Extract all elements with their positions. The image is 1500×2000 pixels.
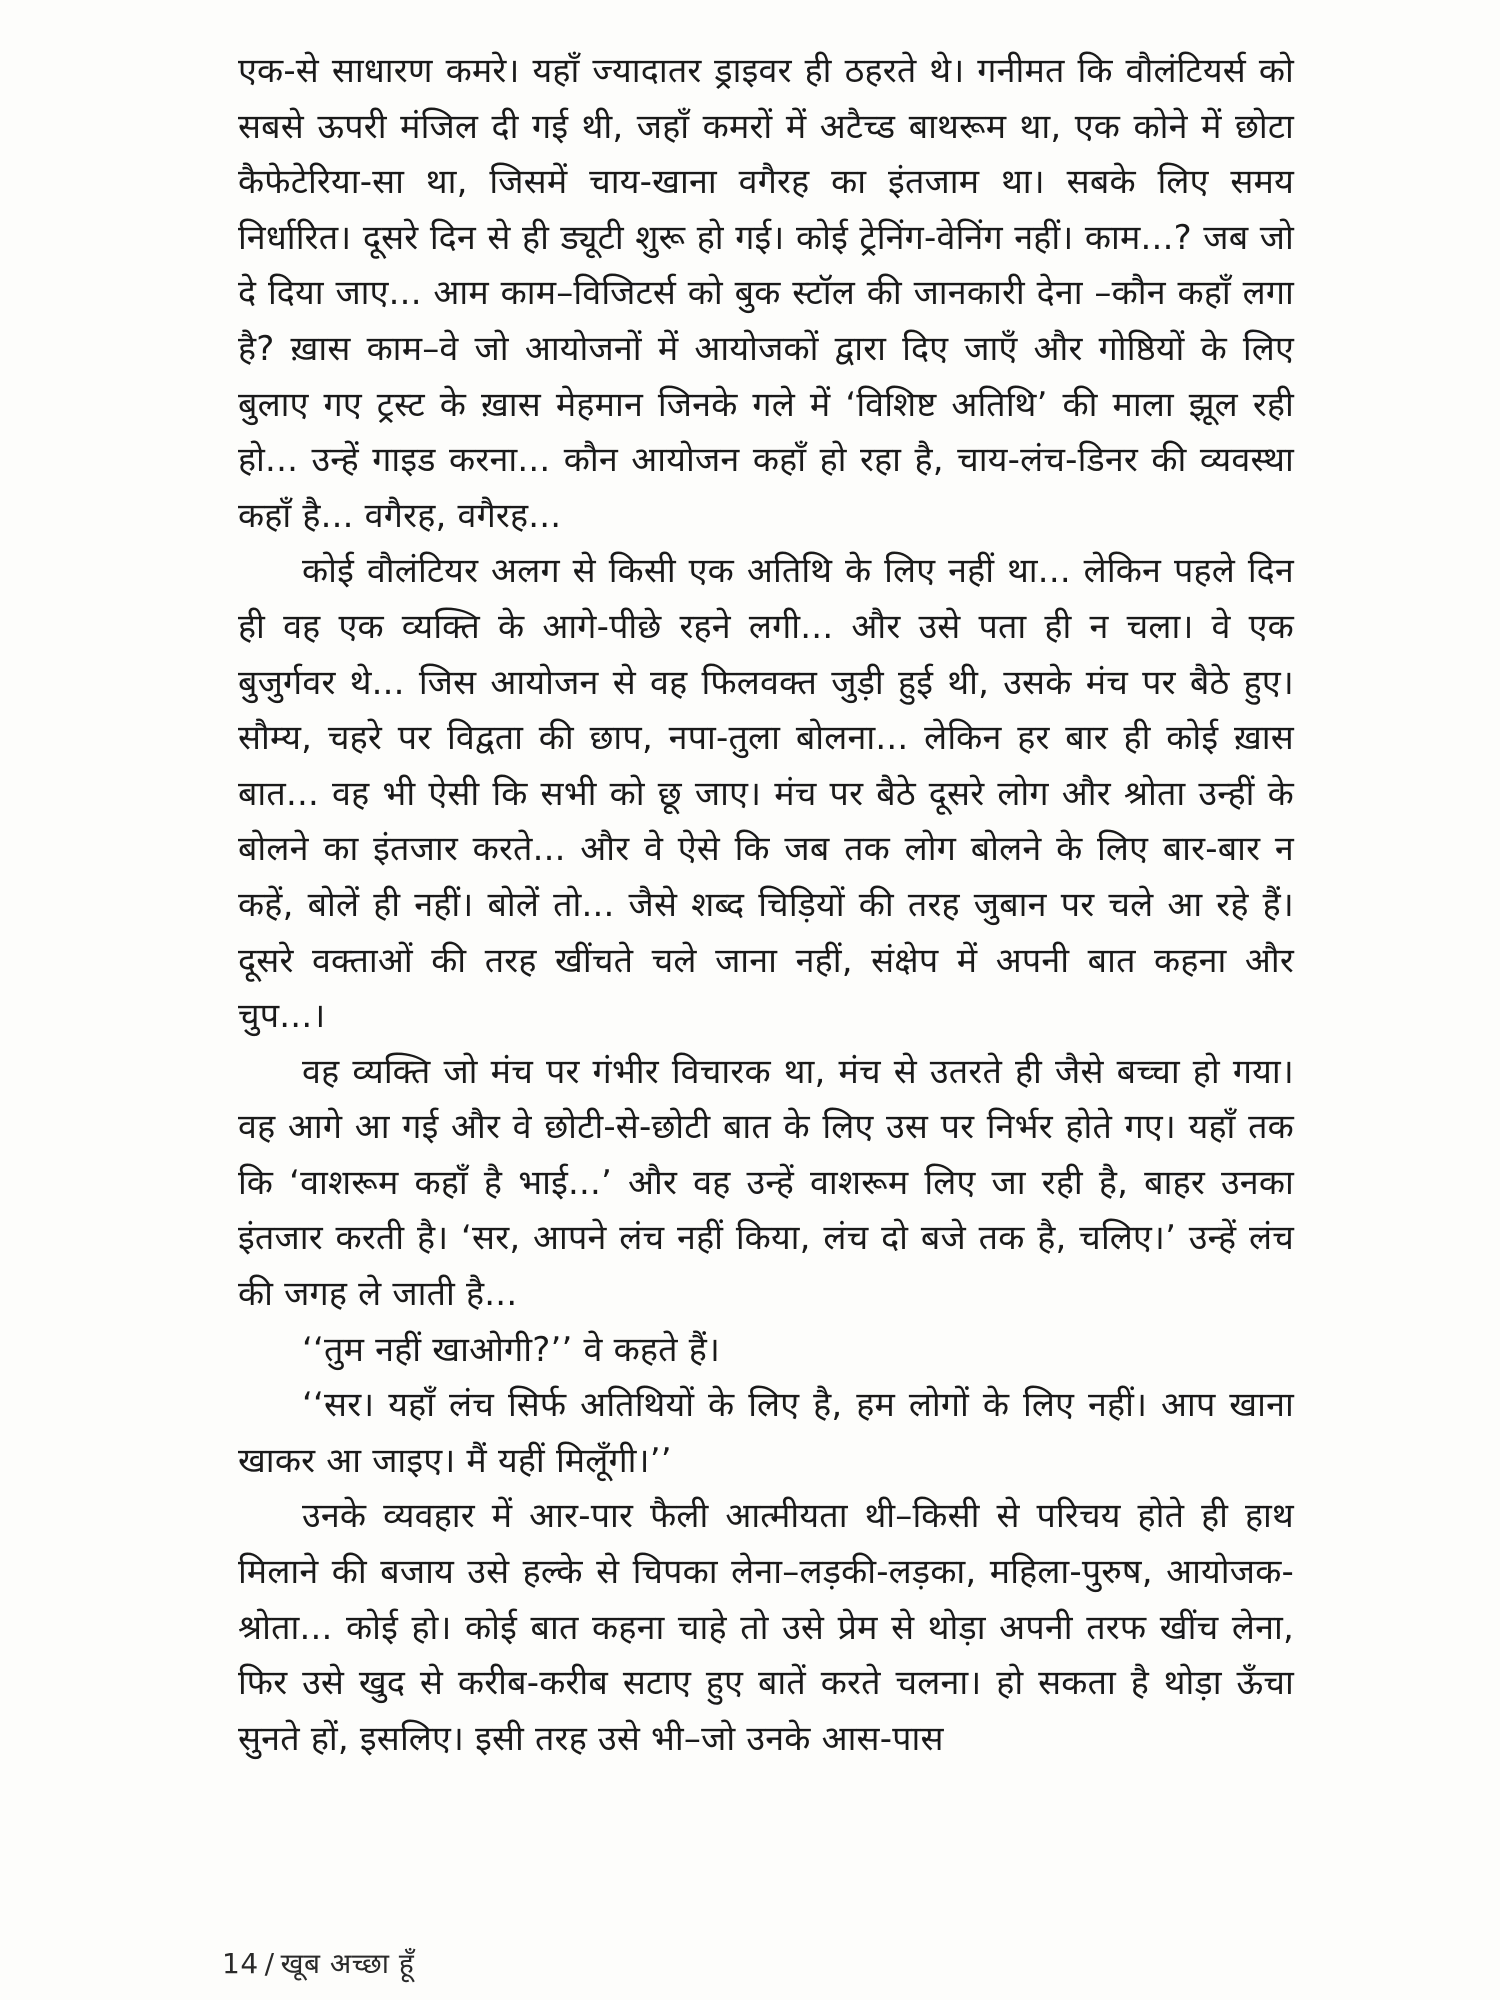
book-title: खूब अच्छा हूँ [280,1947,415,1980]
body-text [238,44,1294,1767]
paragraph-4-dialogue: ‘‘तुम नहीं खाओगी?’’ वे कहते हैं। [302,1329,721,1370]
page-number: 14 [222,1947,259,1980]
paragraph-3: वह व्यक्ति जो मंच पर गंभीर विचारक था, मंच से उतरते ही जैसे बच्चा हो गया। वह आगे आ गई और वे छोटी-से-छोटी बात के लिए उस पर निर्भर होते गए। यहाँ तक कि ‘वाशरूम कहाँ है भाई...’ और वह उन्हें वाशरूम लिए जा रही है, बाहर उनका इंतजार करती है। ‘सर, आपने लंच नहीं किया, लंच दो बजे तक है, चलिए।’ उन्हें लंच की जगह ले जाती है... [238,1051,1294,1315]
paragraph-6: उनके व्यवहार में आर-पार फैली आत्मीयता थी–किसी से परिचय होते ही हाथ मिलाने की बजाय उसे हल्के से चिपका लेना–लड़की-लड़का, महिला-पुरुष, आयोजक-श्रोता... कोई हो। कोई बात कहना चाहे तो उसे प्रेम से थोड़ा अपनी तरफ खींच लेना, फिर उसे खुद से करीब-करीब सटाए हुए बातें करते चलना। हो सकता है थोड़ा ऊँचा सुनते हों, इसलिए। इसी तरह उसे भी–जो उनके आस-पास [238,1496,1294,1759]
page-footer [222,1944,414,1982]
paragraph-1: एक-से साधारण कमरे। यहाँ ज्यादातर ड्राइवर ही ठहरते थे। गनीमत कि वौलंटियर्स को सबसे ऊपरी मंजिल दी गई थी, जहाँ कमरों में अटैच्ड बाथरूम था, एक कोने में छोटा कैफेटेरिया-सा था, जिसमें चाय-खाना वगैरह का इंतजाम था। सबके लिए समय निर्धारित। दूसरे दिन से ही ड्यूटी शुरू हो गई। कोई ट्रेनिंग-वेनिंग नहीं। काम...? जब जो दे दिया जाए... आम काम–विजिटर्स को बुक स्टॉल की जानकारी देना –कौन कहाँ लगा है? ख़ास काम–वे जो आयोजनों में आयोजकों द्वारा दिए जाएँ और गोष्ठियों के लिए बुलाए गए ट्रस्ट के ख़ास मेहमान जिनके गले में ‘विशिष्ट अतिथि’ की माला झूल रही हो... उन्हें गाइड करना... कौन आयोजन कहाँ हो रहा है, चाय-लंच-डिनर की व्यवस्था कहाँ है... वगैरह, वगैरह... [238,51,1294,536]
footer-separator: / [264,1947,275,1980]
paragraph-2: कोई वौलंटियर अलग से किसी एक अतिथि के लिए नहीं था... लेकिन पहले दिन ही वह एक व्यक्ति के आगे-पीछे रहने लगी... और उसे पता ही न चला। वे एक बुजुर्गवर थे... जिस आयोजन से वह फिलवक्त जुड़ी हुई थी, उसके मंच पर बैठे हुए। सौम्य, चहरे पर विद्वता की छाप, नपा-तुला बोलना... लेकिन हर बार ही कोई ख़ास बात... वह भी ऐसी कि सभी को छू जाए। मंच पर बैठे दूसरे लोग और श्रोता उन्हीं के बोलने का इंतजार करते... और वे ऐसे कि जब तक लोग बोलने के लिए बार-बार न कहें, बोलें ही नहीं। बोलें तो... जैसे शब्द चिड़ियों की तरह जुबान पर चले आ रहे हैं। दूसरे वक्ताओं की तरह खींचते चले जाना नहीं, संक्षेप में अपनी बात कहना और चुप...। [238,551,1294,1037]
paragraph-5-dialogue: ‘‘सर। यहाँ लंच सिर्फ अतिथियों के लिए है, हम लोगों के लिए नहीं। आप खाना खाकर आ जाइए। मैं यहीं मिलूँगी।’’ [238,1385,1294,1481]
